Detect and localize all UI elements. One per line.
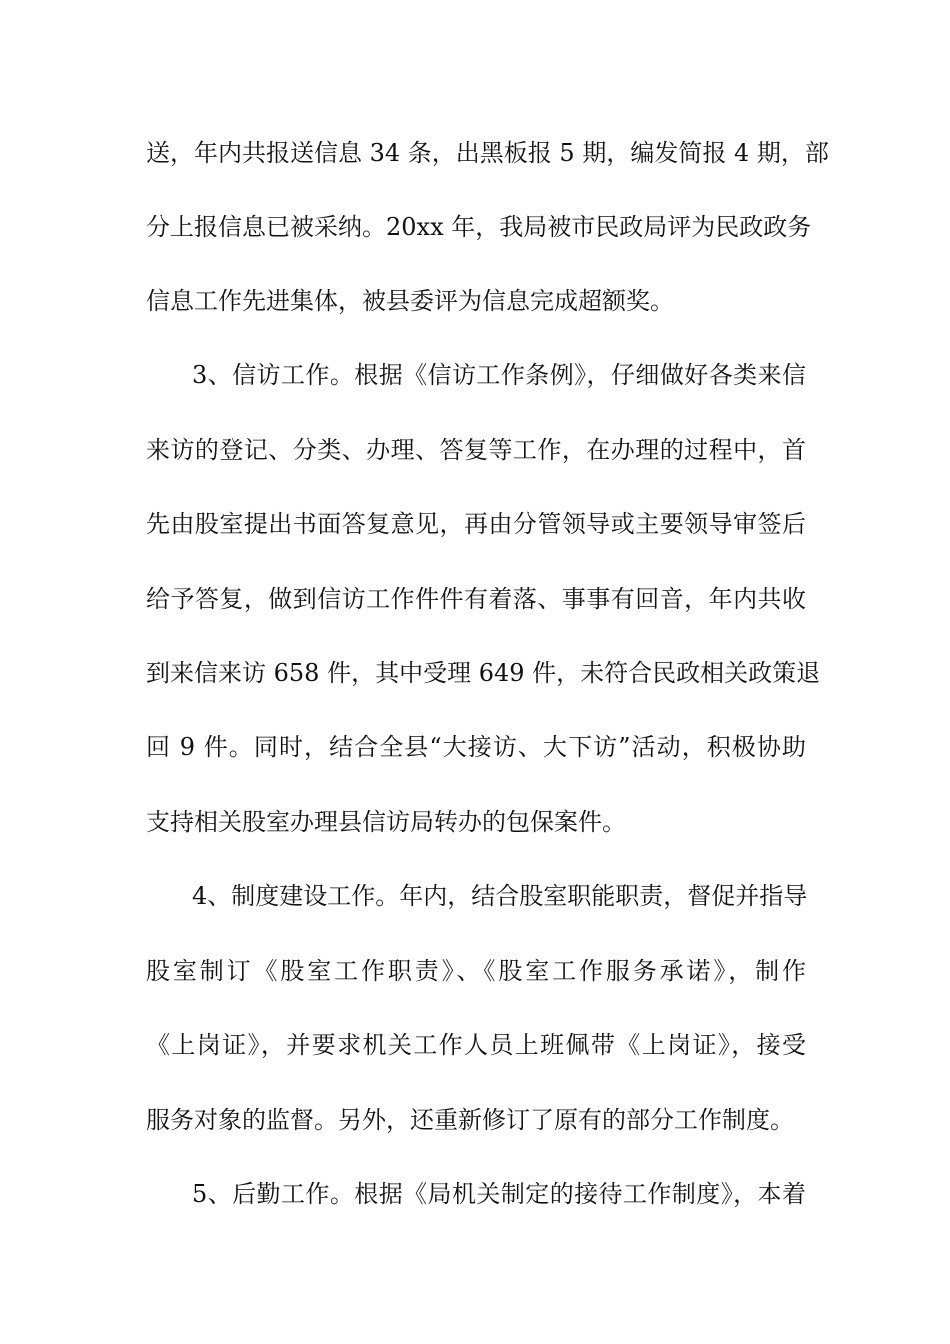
text-line: 4、制度建设工作。年内，结合股室职能职责，督促并指导: [192, 882, 808, 910]
text-line: 《上岗证》，并要求机关工作人员上班佩带《上岗证》，接受: [146, 1031, 806, 1059]
text-line: 服务对象的监督。另外，还重新修订了原有的部分工作制度。: [146, 1106, 794, 1134]
text-line: 股室制订《股室工作职责》、《股室工作服务承诺》，制作: [146, 957, 806, 985]
text-line: 支持相关股室办理县信访局转办的包保案件。: [146, 808, 626, 836]
text-line: 先由股室提出书面答复意见，再由分管领导或主要领导审签后: [146, 510, 806, 538]
text-line: 到来信来访 658 件，其中受理 649 件，未符合民政相关政策退: [146, 659, 821, 687]
text-line: 3、信访工作。根据《信访工作条例》，仔细做好各类来信: [192, 361, 806, 389]
text-line: 信息工作先进集体，被县委评为信息完成超额奖。: [146, 287, 674, 315]
text-line: 分上报信息已被采纳。20xx 年，我局被市民政局评为民政政务: [146, 213, 812, 241]
text-line: 来访的登记、分类、办理、答复等工作，在办理的过程中，首: [146, 436, 806, 464]
text-line: 送，年内共报送信息 34 条，出黑板报 5 期，编发简报 4 期，部: [146, 139, 829, 167]
text-line: 给予答复，做到信访工作件件有着落、事事有回音，年内共收: [146, 585, 806, 613]
text-line: 5、后勤工作。根据《局机关制定的接待工作制度》，本着: [192, 1180, 806, 1208]
text-line: 回 9 件。同时，结合全县“大接访、大下访”活动，积极协助: [146, 733, 806, 761]
